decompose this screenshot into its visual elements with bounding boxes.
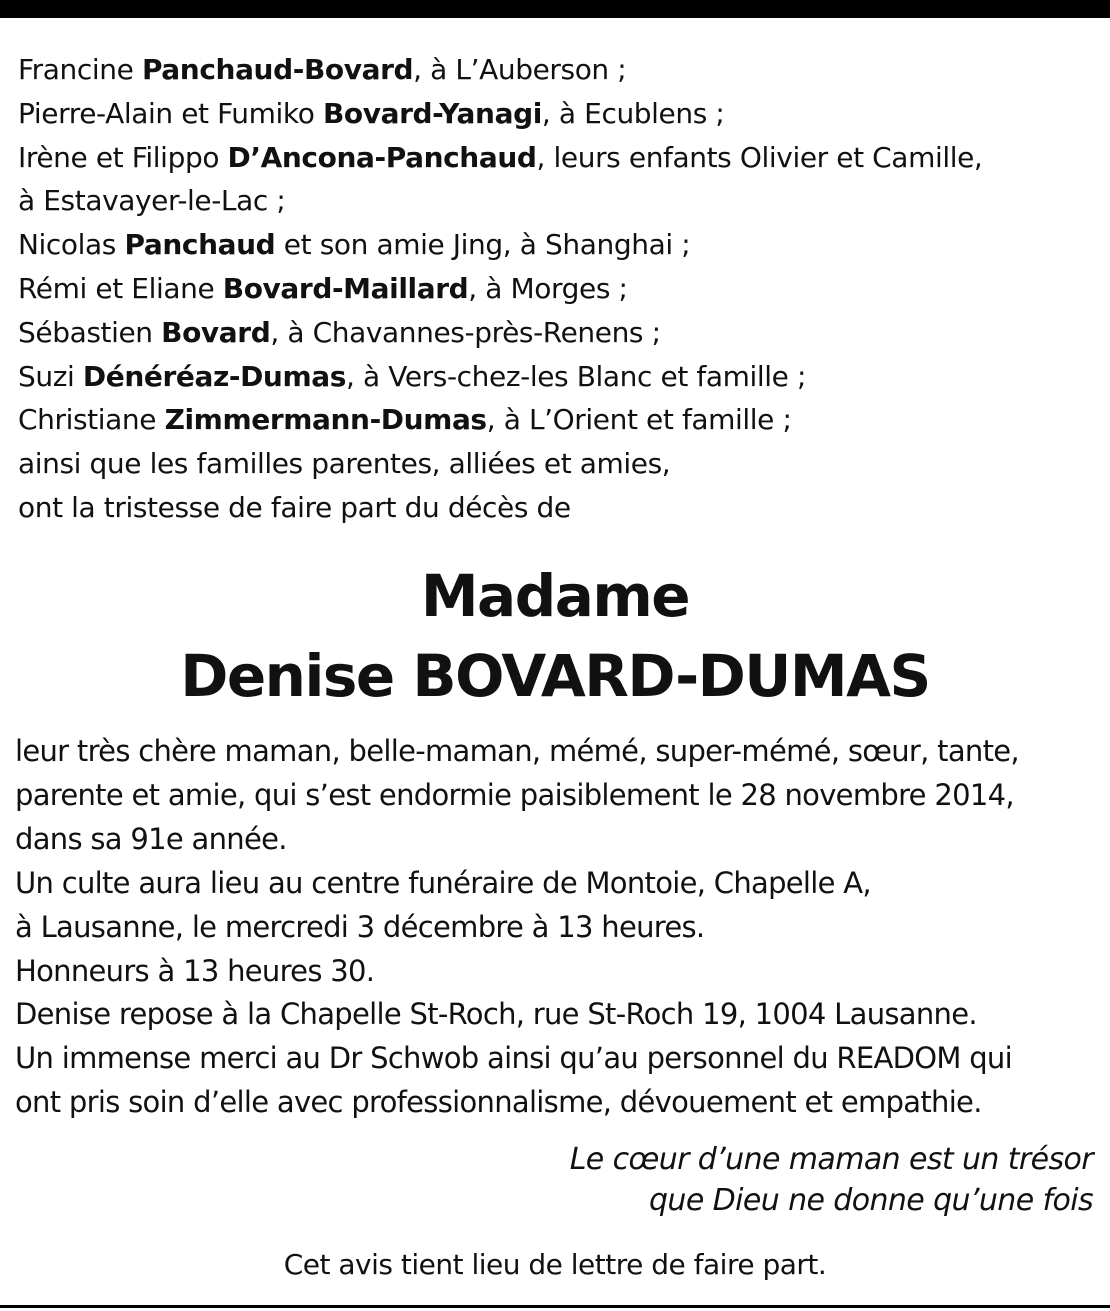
body-line: Un immense merci au Dr Schwob ainsi qu’au personnel du READOM qui bbox=[15, 1041, 1012, 1076]
top-border bbox=[0, 0, 1110, 18]
family-suffix: , à Morges ; bbox=[468, 271, 628, 305]
body-line: dans sa 91e année. bbox=[15, 821, 287, 856]
family-suffix: , à Vers-chez-les Blanc et famille ; bbox=[346, 359, 807, 393]
family-line bbox=[18, 311, 1098, 355]
deceased-title: Madame bbox=[420, 562, 690, 630]
family-surname: D’Ancona-Panchaud bbox=[227, 140, 537, 174]
family-prefix: Sébastien bbox=[18, 315, 162, 349]
family-line bbox=[18, 355, 1098, 399]
family-suffix: , à L’Orient et famille ; bbox=[486, 403, 792, 437]
family-suffix: , à L’Auberson ; bbox=[413, 53, 627, 86]
footer-notice: Cet avis tient lieu de lettre de faire part. bbox=[283, 1248, 827, 1281]
family-line bbox=[18, 398, 1098, 442]
family-line bbox=[18, 486, 1098, 530]
family-suffix: , leurs enfants Olivier et Camille, bbox=[536, 140, 983, 174]
family-suffix: , à Ecublens ; bbox=[541, 96, 725, 130]
family-line bbox=[18, 179, 1098, 223]
announcement-body bbox=[15, 730, 1105, 1125]
family-prefix: Christiane bbox=[18, 403, 165, 437]
deceased-name: Denise BOVARD-DUMAS bbox=[180, 642, 930, 710]
family-suffix: , à Chavannes-près-Renens ; bbox=[270, 315, 661, 349]
family-list bbox=[18, 48, 1098, 530]
family-prefix: ont la tristesse de faire part du décès de bbox=[18, 490, 571, 524]
family-prefix: Francine bbox=[18, 53, 142, 86]
family-surname: Bovard bbox=[161, 315, 271, 349]
family-surname: Bovard-Maillard bbox=[222, 271, 469, 305]
family-line bbox=[18, 267, 1098, 311]
deceased-heading bbox=[0, 556, 1110, 716]
family-prefix: à Estavayer-le-Lac ; bbox=[18, 184, 286, 218]
family-prefix: Pierre-Alain et Fumiko bbox=[18, 96, 323, 130]
family-line bbox=[18, 48, 1098, 92]
family-prefix: Rémi et Eliane bbox=[18, 271, 223, 305]
family-line bbox=[18, 136, 1098, 180]
family-line bbox=[18, 223, 1098, 267]
family-line bbox=[18, 442, 1098, 486]
family-prefix: ainsi que les familles parentes, alliées et amies, bbox=[18, 447, 671, 481]
body-line: Denise repose à la Chapelle St-Roch, rue St-Roch 19, 1004 Lausanne. bbox=[15, 997, 977, 1032]
body-line: Honneurs à 13 heures 30. bbox=[15, 953, 375, 988]
body-line: ont pris soin d’elle avec professionnalisme, dévouement et empathie. bbox=[15, 1085, 982, 1120]
family-prefix: Nicolas bbox=[18, 228, 125, 262]
body-line: leur très chère maman, belle-maman, mémé, super-mémé, sœur, tante, bbox=[15, 734, 1019, 768]
quote-line: Le cœur d’une maman est un trésor bbox=[569, 1142, 1093, 1177]
body-line: Un culte aura lieu au centre funéraire de Montoie, Chapelle A, bbox=[15, 865, 871, 900]
quote-line: que Dieu ne donne qu’une fois bbox=[648, 1183, 1093, 1218]
body-line: parente et amie, qui s’est endormie paisiblement le 28 novembre 2014, bbox=[15, 777, 1014, 812]
family-surname: Dénéréaz-Dumas bbox=[82, 359, 346, 393]
family-prefix: Suzi bbox=[18, 359, 83, 393]
body-line: à Lausanne, le mercredi 3 décembre à 13 heures. bbox=[15, 909, 705, 944]
family-surname: Panchaud-Bovard bbox=[141, 53, 414, 86]
bottom-border bbox=[0, 1305, 1110, 1308]
family-prefix: Irène et Filippo bbox=[18, 140, 228, 174]
family-surname: Bovard-Yanagi bbox=[322, 96, 542, 130]
family-surname: Panchaud bbox=[124, 228, 276, 262]
quote bbox=[570, 1139, 1093, 1221]
family-line bbox=[18, 92, 1098, 136]
family-suffix: et son amie Jing, à Shanghai ; bbox=[275, 228, 691, 262]
family-surname: Zimmermann-Dumas bbox=[164, 403, 487, 437]
